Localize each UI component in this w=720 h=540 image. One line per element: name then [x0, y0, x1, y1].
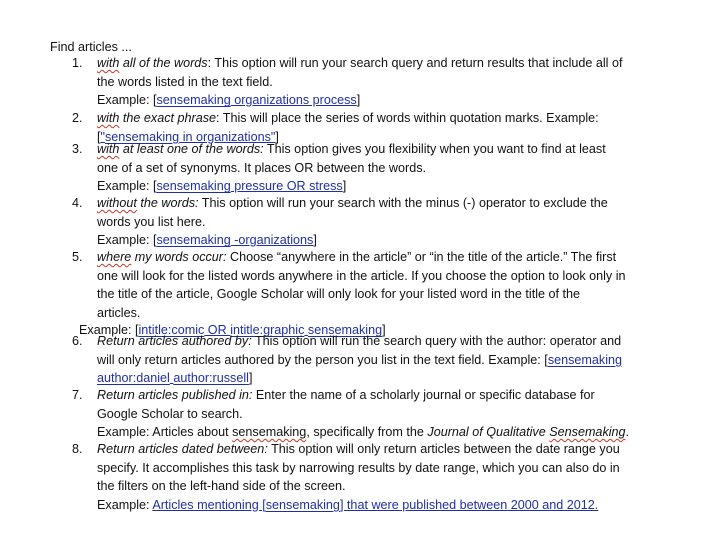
text-run: This option will only return articles between the date range you [267, 442, 620, 456]
list-item-line [97, 55, 622, 71]
text-run: ] [248, 371, 253, 386]
text-run: Google Scholar to search. [97, 406, 243, 421]
list-number: 1. [72, 56, 83, 70]
text-run: specify. It accomplishes this task by narrowing results by date range, which you can also do in [97, 460, 620, 475]
list-item-line [97, 214, 206, 230]
text-run: one of a set of synonyms. It places OR between the words. [97, 160, 427, 175]
list-item-line [97, 141, 606, 157]
text-run: This option will run your search with the minus (-) operator to exclude the [198, 196, 608, 210]
text-run: Journal of Qualitative [427, 425, 550, 440]
example-link-text[interactable]: pressure OR stress [230, 179, 343, 194]
list-item-line [97, 178, 346, 194]
example-link-text[interactable]: sensemaking [156, 179, 231, 194]
example-link-text[interactable]: sensemaking [547, 352, 623, 367]
example-link-text[interactable]: sensemaking [104, 129, 180, 144]
text-run: : This option will run your search query and return results that include all of [207, 56, 623, 70]
text-run: with [97, 142, 120, 156]
list-item-line [97, 460, 620, 476]
example-link-text[interactable]: ] that were published between 2000 and 2012. [339, 497, 599, 512]
text-run: articles. [97, 305, 141, 320]
list-number: 5. [72, 250, 83, 264]
page-heading: Find articles ... [50, 40, 132, 54]
example-link-text[interactable]: sensemaking [156, 93, 231, 108]
text-run: where [97, 250, 132, 264]
text-run: Example: [97, 497, 153, 512]
list-item-line [97, 352, 622, 368]
text-run: , specifically from the [306, 425, 428, 440]
text-run: Choose “anywhere in the article” or “in the title of the article.” The first [226, 250, 617, 264]
example-link-text[interactable]: sensemaking [265, 497, 340, 512]
list-item-line [97, 74, 273, 90]
text-run: Example: [ [97, 179, 157, 194]
text-run: will only return articles authored by the person you list in the text field. Example: [ [97, 352, 548, 367]
text-run: ] [313, 233, 317, 248]
text-run: Return articles published in: [97, 388, 253, 402]
list-item-line [97, 478, 346, 494]
list-item-line [97, 370, 252, 386]
list-number: 4. [72, 196, 83, 210]
list-number: 2. [72, 111, 83, 125]
example-link-text[interactable]: sensemaking [156, 233, 231, 248]
text-run: the words: [136, 196, 199, 210]
text-run: one will look for the listed words anywhere in the article. If you choose the option to look only in [97, 268, 626, 283]
list-item-line [97, 195, 608, 211]
list-item-line [97, 333, 621, 349]
text-run: sensemaking [232, 425, 307, 440]
text-run: the exact phrase [119, 111, 217, 125]
text-run: the title of the article, Google Scholar will only look for your listed word in the title of the [97, 287, 581, 302]
list-item-line [97, 424, 629, 440]
list-number: 6. [72, 334, 83, 348]
text-run: all of the words [119, 56, 208, 70]
list-item-line [97, 305, 140, 321]
text-run: This option gives you flexibility when you want to find at least [263, 142, 606, 156]
example-link-text[interactable]: intitle:comic [138, 323, 205, 338]
example-link-text[interactable]: author:daniel [97, 371, 170, 386]
text-run: the words listed in the text field. [97, 74, 273, 89]
text-run: : This will place the series of words within quotation marks. Example: [216, 111, 599, 125]
text-run: with [97, 111, 120, 125]
text-run: This option will run the search query with the author: operator and [251, 334, 622, 348]
text-run: my words occur: [131, 250, 227, 264]
example-link-text[interactable]: -organizations [230, 233, 314, 248]
list-number: 3. [72, 142, 83, 156]
text-run: ] [382, 323, 386, 338]
text-run: ] [275, 129, 279, 144]
example-link-text[interactable]: " [100, 129, 105, 144]
text-run: words you list here. [97, 214, 206, 229]
list-number: 7. [72, 388, 83, 402]
text-run: Return articles dated between: [97, 442, 268, 456]
text-run: Enter the name of a scholarly journal or specific database for [252, 388, 595, 402]
example-link-text[interactable]: OR [204, 323, 231, 338]
list-item-line [97, 249, 616, 265]
text-run: Example: [ [97, 233, 157, 248]
list-item-line [97, 497, 598, 513]
text-run: ] [356, 93, 361, 108]
list-item-line [97, 441, 620, 457]
text-run: Return articles authored by: [97, 334, 252, 348]
text-run: [ [97, 129, 101, 144]
text-run: the filters on the left-hand side of the screen. [97, 479, 346, 494]
text-run: Sensemaking [549, 425, 626, 440]
text-run: with [97, 56, 120, 70]
text-run: ] [342, 179, 347, 194]
list-number: 8. [72, 442, 83, 456]
text-run: . [625, 425, 630, 440]
list-item-line [97, 286, 580, 302]
text-run: at least one of the words: [119, 142, 264, 156]
list-item-line [97, 110, 599, 126]
example-link-text[interactable]: sensemaking [307, 323, 383, 338]
text-run: without [97, 196, 137, 210]
list-item-line [97, 232, 317, 248]
example-link-text[interactable]: in organizations" [179, 129, 276, 144]
example-link-text[interactable]: Articles mentioning [ [152, 497, 266, 512]
list-item-line [97, 268, 626, 284]
text-run: Example: [ [79, 323, 139, 338]
example-link-text[interactable]: organizations process [230, 93, 357, 108]
example-link-text[interactable]: author:russell [173, 371, 249, 386]
text-run: Example: Articles about [97, 425, 233, 440]
list-item-line [97, 387, 595, 403]
text-run: Example: [ [97, 93, 157, 108]
list-item-line [97, 92, 360, 108]
list-item-line [97, 160, 426, 176]
list-item-line [97, 406, 243, 422]
example-link-text[interactable]: intitle:graphic [230, 323, 305, 338]
